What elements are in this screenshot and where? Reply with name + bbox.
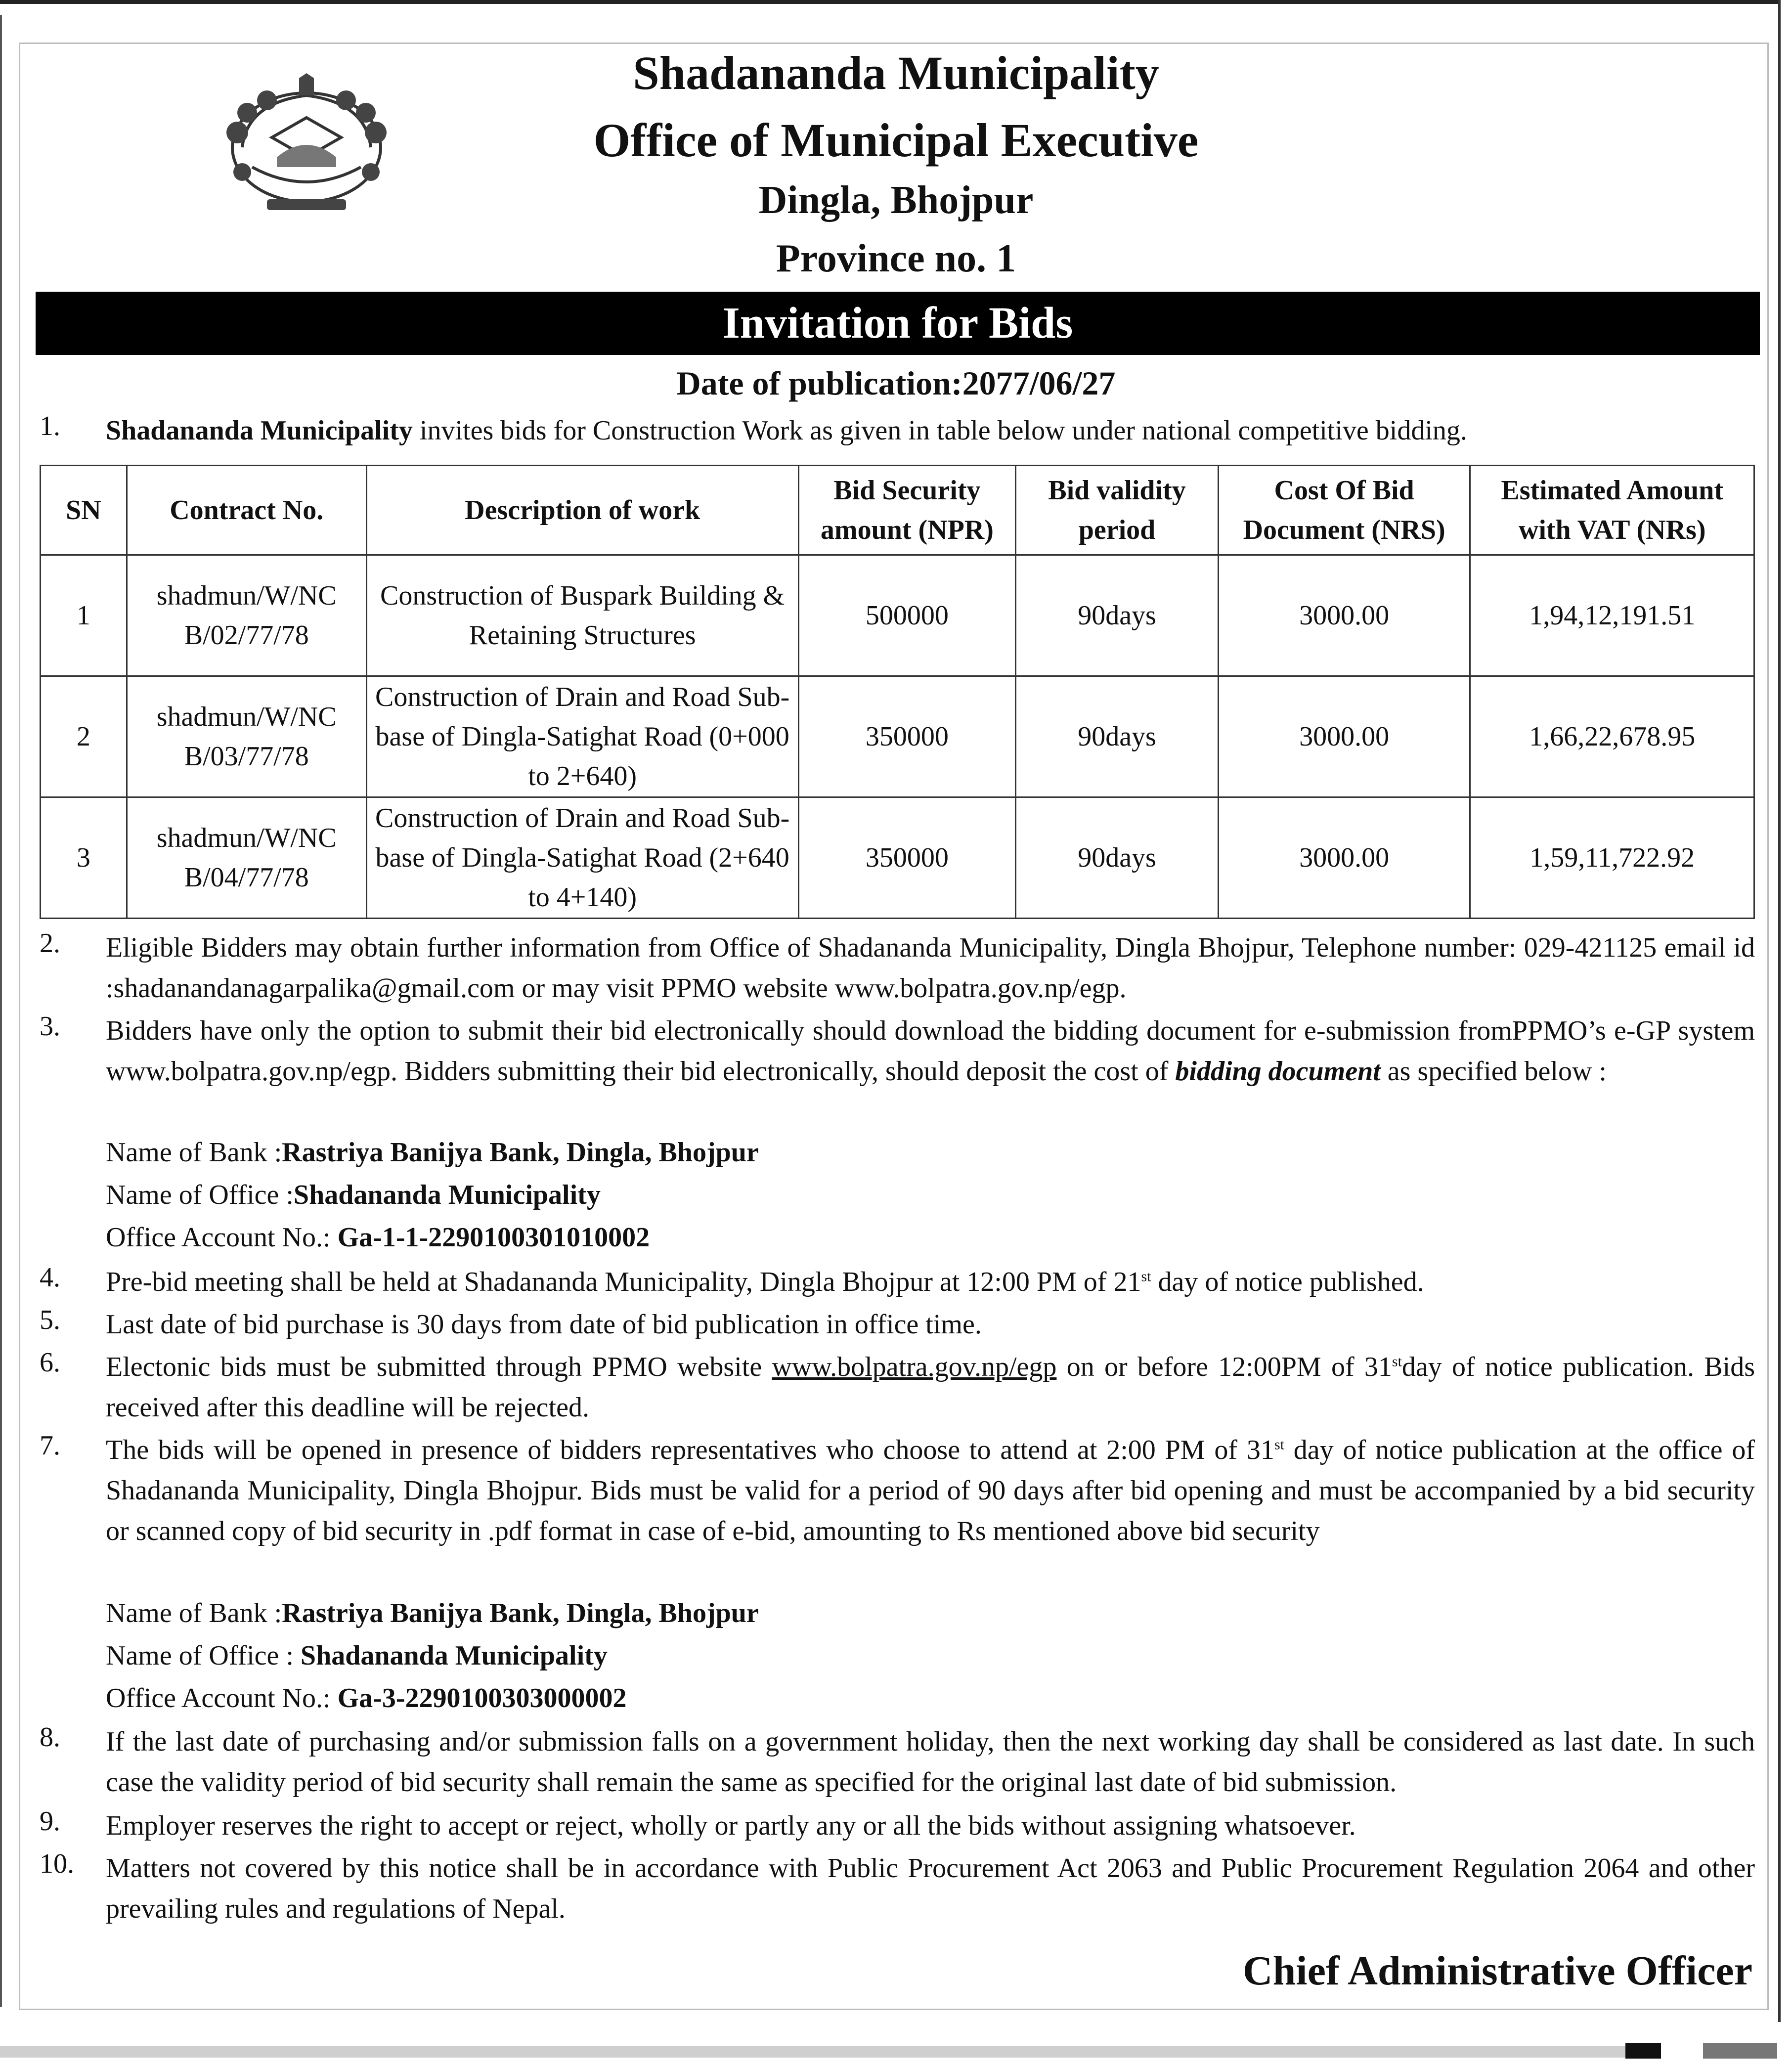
publication-date: Date of publication:2077/06/27 bbox=[676, 364, 1116, 402]
office-label: Name of Office : bbox=[106, 1180, 294, 1210]
column-header: Contract No. bbox=[127, 466, 366, 555]
column-header: SN bbox=[41, 466, 127, 555]
table-row bbox=[41, 555, 1754, 676]
item-number: 10. bbox=[40, 1848, 74, 1879]
left-border bbox=[0, 15, 2, 2007]
table-cell: 1,66,22,678.95 bbox=[1470, 676, 1754, 797]
office-value: Shadananda Municipality bbox=[300, 1640, 608, 1671]
item-8-text: If the last date of purchasing and/or submission falls on a government holiday, then the next working day shall be considered as last date. In such case the validity period of bid security shall remain the same as specified for the original last date of bid submission. bbox=[106, 1726, 1755, 1798]
item-number: 3. bbox=[40, 1011, 60, 1042]
item-6-sup: st bbox=[1392, 1353, 1402, 1370]
table-cell: Construction of Buspark Building & Retaining Structures bbox=[366, 555, 798, 676]
column-header: Cost Of Bid Document (NRS) bbox=[1218, 466, 1470, 555]
item-10-text: Matters not covered by this notice shall be in accordance with Public Procurement Act 2063 and Public Procurement Regulation 2064 and other prevailing rules and regulations of Nepal. bbox=[106, 1853, 1755, 1924]
item-7-text-b: day of notice publication at the office of Shadananda Municipality, Dingla Bhojpur. Bids must be valid for a period of 90 days after bid opening and must be accompanied by a bid security or scanned copy of bid security in .pdf format in case of e-bid, amounting to Rs mentioned above bid security bbox=[106, 1435, 1755, 1546]
table-cell: Construction of Drain and Road Sub-base of Dingla-Satighat Road (2+640 to 4+140) bbox=[366, 797, 798, 919]
table-cell: Construction of Drain and Road Sub-base of Dingla-Satighat Road (0+000 to 2+640) bbox=[366, 676, 798, 797]
office-name: Office of Municipal Executive bbox=[593, 114, 1199, 167]
item-7-bank bbox=[106, 1593, 1589, 1633]
bids-table bbox=[40, 465, 1755, 919]
bank-value: Rastriya Banijya Bank, Dingla, Bhojpur bbox=[282, 1137, 759, 1168]
table-cell: shadmun/W/NC B/04/77/78 bbox=[127, 797, 366, 919]
table-cell: 90days bbox=[1016, 555, 1219, 676]
table-cell: shadmun/W/NC B/02/77/78 bbox=[127, 555, 366, 676]
item-number: 8. bbox=[40, 1722, 60, 1753]
table-cell: 90days bbox=[1016, 676, 1219, 797]
item-9-text: Employer reserves the right to accept or reject, wholly or partly any or all the bids without assigning whatsoever. bbox=[106, 1810, 1356, 1841]
item-6-text bbox=[106, 1347, 1755, 1428]
item-number: 4. bbox=[40, 1262, 60, 1293]
table-row bbox=[41, 797, 1754, 919]
table-cell: 2 bbox=[41, 676, 127, 797]
bank-value: Rastriya Banijya Bank, Dingla, Bhojpur bbox=[282, 1598, 759, 1628]
office-value: Shadananda Municipality bbox=[293, 1180, 601, 1210]
table-cell: 90days bbox=[1016, 797, 1219, 919]
item-1-lead: Shadananda Municipality bbox=[106, 415, 413, 446]
column-header: Bid Security amount (NPR) bbox=[798, 466, 1016, 555]
account-value: Ga-3-2290100303000002 bbox=[337, 1683, 627, 1714]
item-3-bank bbox=[106, 1132, 1589, 1173]
signatory: Chief Administrative Officer bbox=[1242, 1948, 1752, 1994]
table-cell: 1,94,12,191.51 bbox=[1470, 555, 1754, 676]
item-6-text-c: day of notice publication. Bids received after this deadline will be rejected. bbox=[106, 1352, 1755, 1423]
item-4-text-a: Pre-bid meeting shall be held at Shadananda Municipality, Dingla Bhojpur at 12:00 PM of 21 bbox=[106, 1267, 1141, 1297]
table-cell: 1 bbox=[41, 555, 127, 676]
bottom-divider bbox=[0, 2046, 1631, 2058]
item-number: 5. bbox=[40, 1305, 60, 1335]
item-7-text-a: The bids will be opened in presence of bidders representatives who choose to attend at 2:00 PM of 31 bbox=[106, 1435, 1274, 1465]
item-7-text bbox=[106, 1430, 1755, 1551]
table-cell: 500000 bbox=[798, 555, 1016, 676]
notice-title-banner: Invitation for Bids bbox=[36, 292, 1760, 355]
item-7-sup: st bbox=[1274, 1436, 1284, 1453]
account-label: Office Account No.: bbox=[106, 1222, 338, 1253]
table-cell: 3000.00 bbox=[1218, 797, 1470, 919]
item-3-text bbox=[106, 1011, 1755, 1092]
column-header: Description of work bbox=[366, 466, 798, 555]
item-number: 9. bbox=[40, 1806, 60, 1837]
item-6-text-a: Electonic bids must be submitted through PPMO website bbox=[106, 1352, 772, 1382]
table-cell: 3 bbox=[41, 797, 127, 919]
item-4-sup: st bbox=[1141, 1268, 1151, 1285]
item-7-account bbox=[106, 1678, 1589, 1718]
item-3-text-a: Bidders have only the option to submit their bid electronically should download the bidding document for e-submission fromPPMO’s e-GP system www.bolpatra.gov.np/egp. Bidders submitting their bid electronically, should deposit the cost of bbox=[106, 1015, 1755, 1087]
bank-label: Name of Bank : bbox=[106, 1137, 282, 1168]
item-4-text bbox=[106, 1262, 1755, 1302]
column-header: Bid validity period bbox=[1016, 466, 1219, 555]
item-6-text-b: on or before 12:00PM of 31 bbox=[1056, 1352, 1392, 1382]
table-cell: 1,59,11,722.92 bbox=[1470, 797, 1754, 919]
item-7-office bbox=[106, 1635, 1589, 1676]
table-cell: 350000 bbox=[798, 676, 1016, 797]
location: Dingla, Bhojpur bbox=[758, 178, 1034, 222]
province: Province no. 1 bbox=[776, 237, 1016, 280]
table-cell: 350000 bbox=[798, 797, 1016, 919]
item-number: 6. bbox=[40, 1347, 60, 1378]
item-3-emphasis: bidding document bbox=[1175, 1056, 1381, 1087]
right-border bbox=[1778, 0, 1781, 2022]
ppmo-website-link[interactable]: www.bolpatra.gov.np/egp bbox=[772, 1352, 1057, 1382]
item-3-office bbox=[106, 1175, 1589, 1215]
account-label: Office Account No.: bbox=[106, 1683, 338, 1714]
item-3-account bbox=[106, 1217, 1589, 1258]
item-number: 1. bbox=[40, 411, 60, 441]
item-number: 7. bbox=[40, 1430, 60, 1461]
table-header-row bbox=[41, 466, 1754, 555]
item-1-text bbox=[106, 410, 1755, 451]
item-number: 2. bbox=[40, 928, 60, 959]
bank-label: Name of Bank : bbox=[106, 1598, 282, 1628]
table-cell: 3000.00 bbox=[1218, 676, 1470, 797]
item-1-rest: invites bids for Construction Work as given in table below under national competitive bidding. bbox=[412, 415, 1467, 446]
office-label: Name of Office : bbox=[106, 1640, 301, 1671]
municipality-name: Shadananda Municipality bbox=[633, 46, 1159, 99]
bottom-marker bbox=[1625, 2043, 1661, 2059]
item-4-text-b: day of notice published. bbox=[1151, 1267, 1424, 1297]
column-header: Estimated Amount with VAT (NRs) bbox=[1470, 466, 1754, 555]
bottom-marker bbox=[1703, 2043, 1777, 2059]
item-5-text: Last date of bid purchase is 30 days from date of bid publication in office time. bbox=[106, 1309, 982, 1340]
table-cell: shadmun/W/NC B/03/77/78 bbox=[127, 676, 366, 797]
account-value: Ga-1-1-2290100301010002 bbox=[337, 1222, 650, 1253]
item-2-text: Eligible Bidders may obtain further information from Office of Shadananda Municipality, Dingla Bhojpur, Telephone number: 029-421125 email id :shadanandanagarpalika@gmail.com or may visit PPMO website www.bolpatra.gov.np/egp. bbox=[106, 932, 1755, 1004]
item-3-text-b: as specified below : bbox=[1380, 1056, 1607, 1087]
table-cell: 3000.00 bbox=[1218, 555, 1470, 676]
table-row bbox=[41, 676, 1754, 797]
top-border bbox=[0, 0, 1780, 4]
